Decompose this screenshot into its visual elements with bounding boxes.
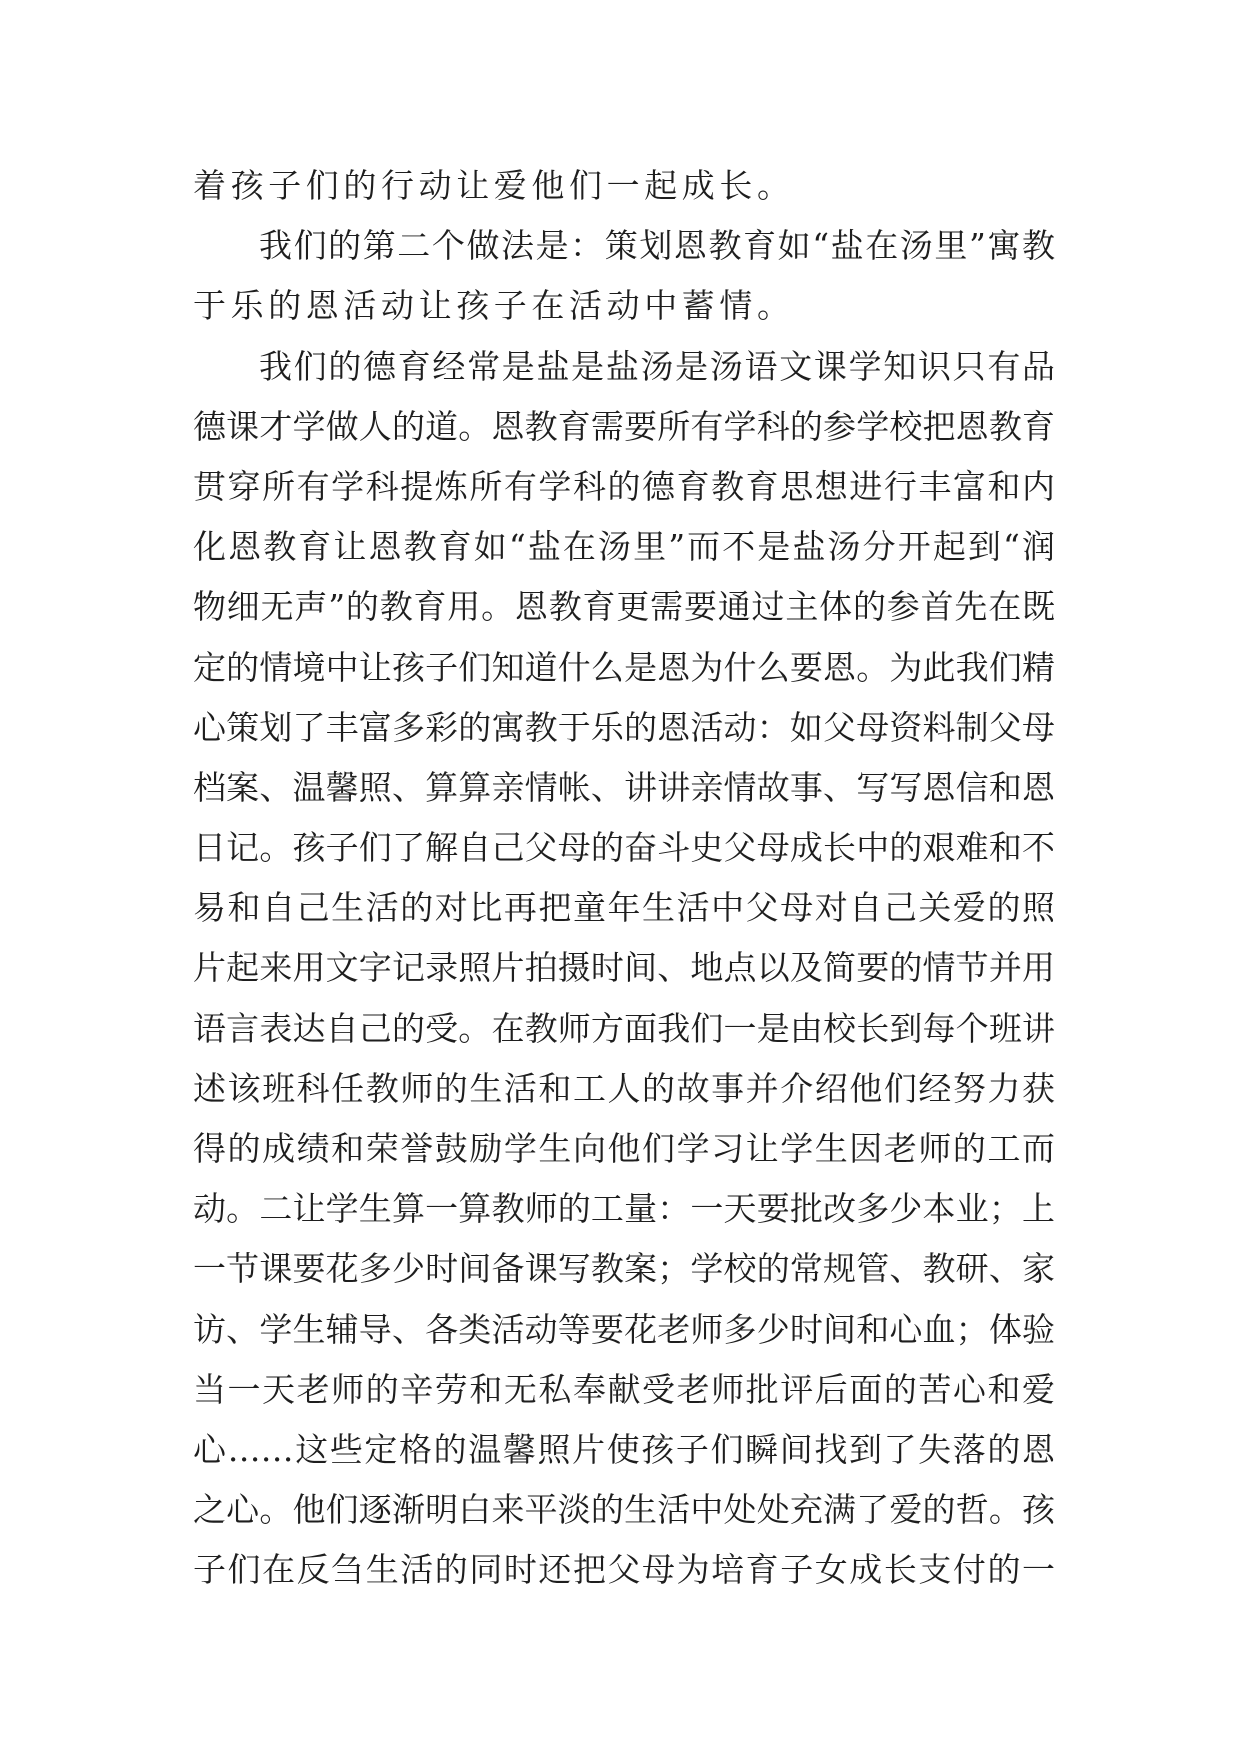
text-line: 我们的德育经常是盐是盐汤是汤语文课学知识只有品 [259, 346, 1055, 386]
text-line: 一节课要花多少时间备课写教案；学校的常规管、教研、家 [193, 1249, 1055, 1289]
text-line: 着孩子们的行动让爱他们一起成长。 [193, 166, 795, 205]
text-line: 定的情境中让孩子们知道什么是恩为什么要恩。为此我们精 [193, 647, 1055, 687]
text-line: 访、学生辅导、各类活动等要花老师多少时间和心血；体验 [193, 1309, 1055, 1349]
text-line: 易和自己生活的对比再把童年生活中父母对自己关爱的照 [193, 888, 1055, 928]
text-line: 心……这些定格的温馨照片使孩子们瞬间找到了失落的恩 [193, 1429, 1055, 1469]
body-text [193, 156, 1055, 1601]
text-line: 物细无声”的教育用。恩教育更需要通过主体的参首先在既 [193, 587, 1055, 627]
text-line: 当一天老师的辛劳和无私奉献受老师批评后面的苦心和爱 [193, 1369, 1055, 1409]
text-line: 德课才学做人的道。恩教育需要所有学科的参学校把恩教育 [193, 406, 1055, 446]
text-line: 子们在反刍生活的同时还把父母为培育子女成长支付的一 [193, 1550, 1055, 1590]
text-line: 动。二让学生算一算教师的工量：一天要批改多少本业；上 [193, 1189, 1055, 1229]
text-line: 贯穿所有学科提炼所有学科的德育教育思想进行丰富和内 [193, 466, 1055, 506]
text-line: 片起来用文字记录照片拍摄时间、地点以及简要的情节并用 [193, 948, 1055, 988]
text-line: 语言表达自己的受。在教师方面我们一是由校长到每个班讲 [193, 1008, 1055, 1048]
text-line: 档案、温馨照、算算亲情帐、讲讲亲情故事、写写恩信和恩 [193, 767, 1055, 807]
text-line: 日记。孩子们了解自己父母的奋斗史父母成长中的艰难和不 [193, 828, 1055, 868]
text-line: 之心。他们逐渐明白来平淡的生活中处处充满了爱的哲。孩 [193, 1490, 1055, 1530]
text-line: 于乐的恩活动让孩子在活动中蓄情。 [193, 286, 795, 326]
text-line: 化恩教育让恩教育如“盐在汤里”而不是盐汤分开起到“润 [193, 527, 1055, 567]
text-line: 述该班科任教师的生活和工人的故事并介绍他们经努力获 [193, 1068, 1055, 1108]
text-line: 得的成绩和荣誉鼓励学生向他们学习让学生因老师的工而 [193, 1129, 1055, 1168]
text-line: 心策划了丰富多彩的寓教于乐的恩活动：如父母资料制父母 [193, 707, 1055, 747]
text-line: 我们的第二个做法是：策划恩教育如“盐在汤里”寓教 [259, 226, 1055, 266]
